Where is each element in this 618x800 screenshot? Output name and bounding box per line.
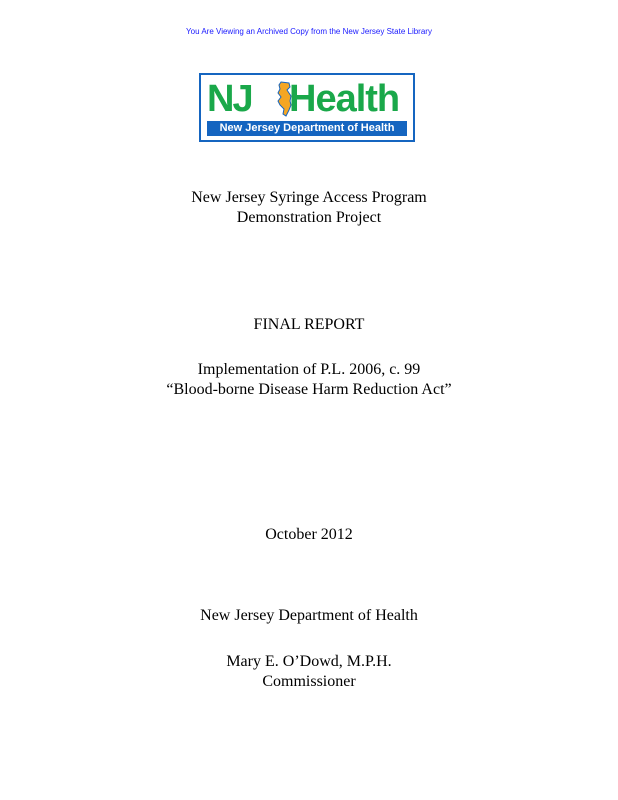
- title-line-1: New Jersey Syringe Access Program: [191, 189, 427, 206]
- report-label: FINAL REPORT: [253, 316, 365, 333]
- logo-nj-text: NJ: [207, 78, 252, 120]
- archive-banner: You Are Viewing an Archived Copy from the New Jersey State Library: [186, 27, 432, 36]
- commissioner-name: Mary E. O’Dowd, M.P.H.: [226, 653, 392, 670]
- department-name: New Jersey Department of Health: [200, 607, 418, 624]
- nj-health-logo: [199, 73, 415, 142]
- logo-tagline: New Jersey Department of Health: [207, 121, 407, 136]
- title-line-2: Demonstration Project: [236, 209, 382, 226]
- logo-wordmark: [207, 79, 411, 119]
- logo-health-text: Health: [289, 78, 400, 120]
- implementation-line-2: “Blood-borne Disease Harm Reduction Act”: [166, 381, 452, 398]
- commissioner-title: Commissioner: [262, 673, 356, 690]
- implementation-line-1: Implementation of P.L. 2006, c. 99: [197, 361, 421, 378]
- report-date: October 2012: [265, 526, 353, 543]
